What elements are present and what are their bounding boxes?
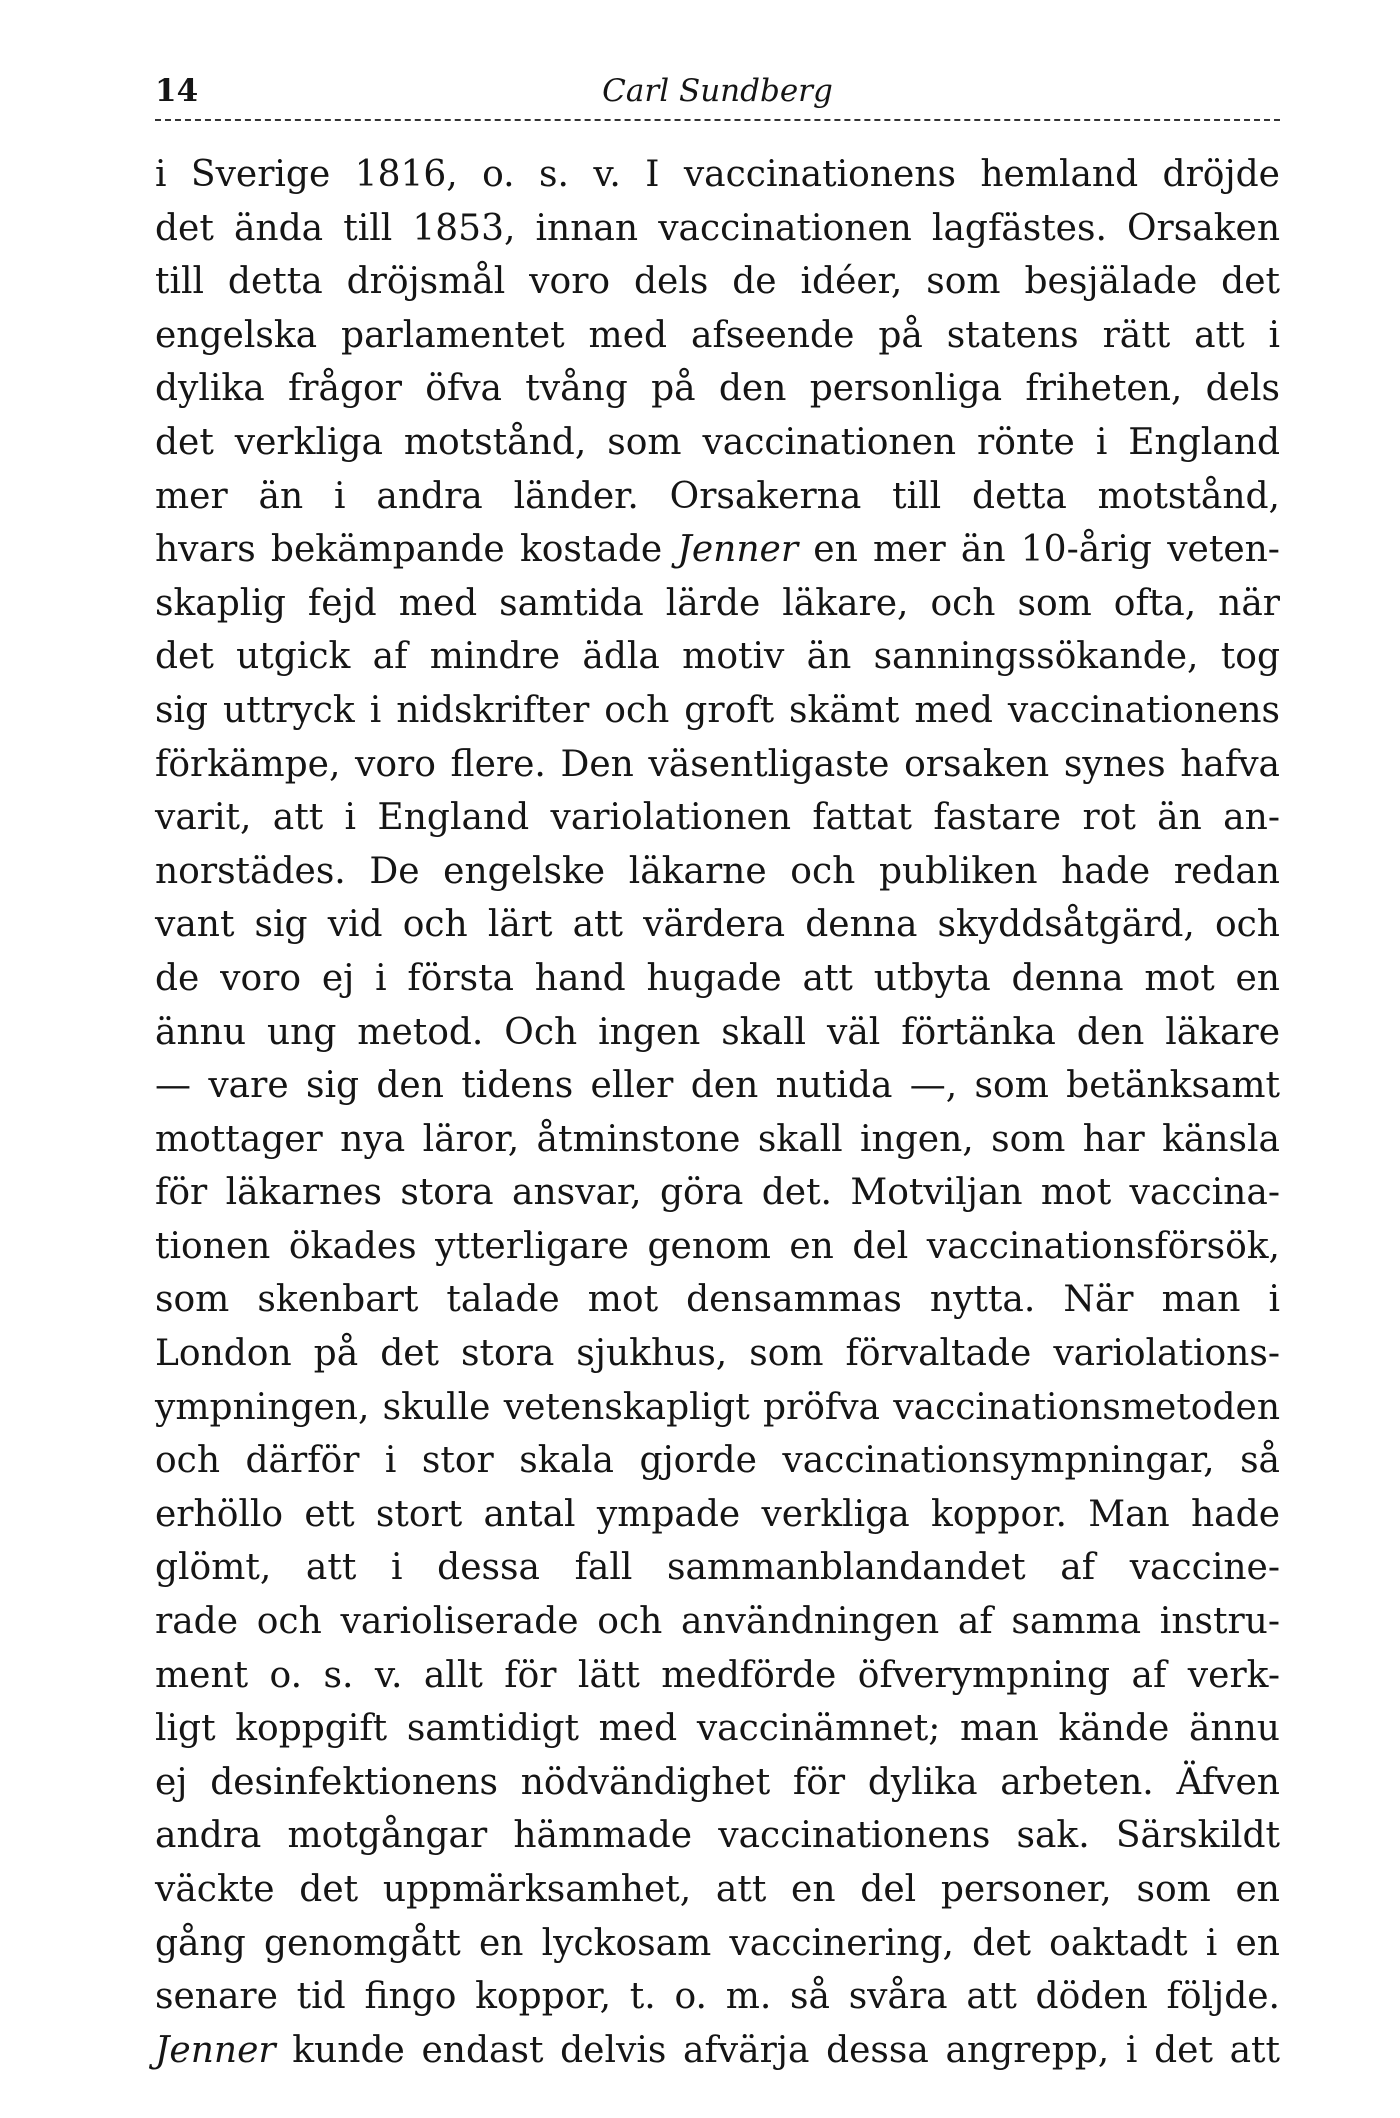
- text-line: ej desinfektionens nödvändighet för dylika arbeten. Äfven: [155, 1761, 1280, 1803]
- text-line: förkämpe, voro flere. Den väsentligaste orsaken synes hafva: [155, 743, 1280, 785]
- text-line: ligt koppgift samtidigt med vaccinämnet; man kände ännu: [155, 1708, 1280, 1750]
- text-line: det utgick af mindre ädla motiv än sanningssökande, tog: [155, 636, 1280, 678]
- text-line: ännu ung metod. Och ingen skall väl förtänka den läkare: [155, 1011, 1280, 1053]
- text-line: varit, att i England variolationen fattat fastare rot än an-: [155, 797, 1280, 839]
- text-line: skaplig fejd med samtida lärde läkare, och som ofta, när: [155, 582, 1280, 624]
- text-line: norstädes. De engelske läkarne och publiken hade redan: [155, 850, 1280, 892]
- text-line: vant sig vid och lärt att värdera denna skyddsåtgärd, och: [155, 904, 1280, 946]
- text-line: rade och varioliserade och användningen af samma instru-: [155, 1601, 1280, 1643]
- text-line: andra motgångar hämmade vaccinationens sak. Särskildt: [155, 1815, 1280, 1857]
- text-line: i Sverige 1816, o. s. v. I vaccinationens hemland dröjde: [155, 154, 1280, 195]
- page-number: 14: [155, 73, 199, 109]
- text-line: till detta dröjsmål voro dels de idéer, som besjälade det: [155, 261, 1280, 303]
- text-line: som skenbart talade mot densammas nytta. När man i: [155, 1279, 1280, 1321]
- header-rule: [155, 119, 1280, 121]
- text-line: London på det stora sjukhus, som förvaltade variolations-: [155, 1333, 1280, 1375]
- text-line: Jenner kunde endast delvis afvärja dessa angrepp, i det att: [155, 2029, 1280, 2071]
- text-line: tionen ökades ytterligare genom en del vaccinationsförsök,: [155, 1225, 1280, 1267]
- text-line: för läkarnes stora ansvar, göra det. Motviljan mot vaccina-: [155, 1172, 1280, 1214]
- text-line: gång genomgått en lyckosam vaccinering, det oaktadt i en: [155, 1922, 1280, 1964]
- text-line: mottager nya läror, åtminstone skall ingen, som har känsla: [155, 1118, 1280, 1160]
- text-line: sig uttryck i nidskrifter och groft skämt med vaccinationens: [155, 689, 1280, 731]
- emphasized-name: Jenner: [155, 2029, 276, 2071]
- text-line: — vare sig den tidens eller den nutida —, som betänksamt: [155, 1065, 1280, 1107]
- text-line: det verkliga motstånd, som vaccinationen rönte i England: [155, 421, 1280, 463]
- text-line: det ända till 1853, innan vaccinationen lagfästes. Orsaken: [155, 207, 1280, 249]
- text-line: väckte det uppmärksamhet, att en del personer, som en: [155, 1869, 1280, 1910]
- text-line: ment o. s. v. allt för lätt medförde öfverympning af verk-: [155, 1654, 1280, 1696]
- text-line: och därför i stor skala gjorde vaccinationsympningar, så: [155, 1440, 1280, 1482]
- text-line: senare tid fingo koppor, t. o. m. så svåra att döden följde.: [155, 1976, 1280, 2018]
- text-line: dylika frågor öfva tvång på den personliga friheten, dels: [155, 368, 1280, 410]
- text-line: hvars bekämpande kostade Jenner en mer än 10-årig veten-: [155, 529, 1280, 571]
- text-line: engelska parlamentet med afseende på statens rätt att i: [155, 314, 1280, 356]
- body-text: [155, 148, 1280, 2077]
- text-line: mer än i andra länder. Orsakerna till detta motstånd,: [155, 475, 1280, 517]
- emphasized-name: Jenner: [677, 529, 799, 571]
- text-line: de voro ej i första hand hugade att utbyta denna mot en: [155, 957, 1280, 999]
- text-line: glömt, att i dessa fall sammanblandandet af vaccine-: [155, 1547, 1280, 1589]
- running-head-author: Carl Sundberg: [602, 73, 833, 109]
- text-line: erhöllo ett stort antal ympade verkliga koppor. Man hade: [155, 1493, 1280, 1535]
- page-header: [155, 70, 1280, 120]
- text-line: ympningen, skulle vetenskapligt pröfva vaccinationsmetoden: [155, 1386, 1280, 1428]
